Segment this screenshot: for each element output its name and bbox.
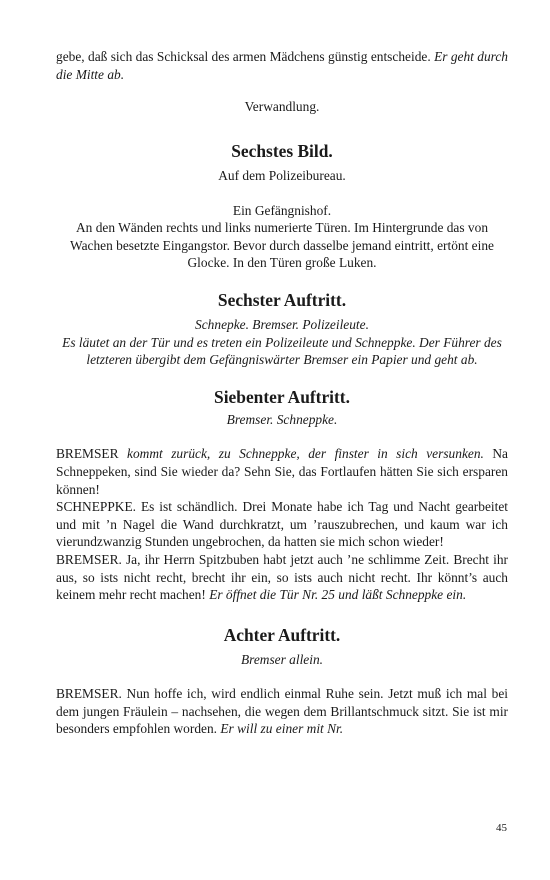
dialogue-text: Na Schneppeken, sind Sie wieder da? Sehn Sie, das Fortlaufen hätten Sie sich ersparen können! (56, 446, 508, 497)
dialogue-line (56, 551, 508, 604)
dialogue-text: Ja, ihr Herrn Spitzbuben habt jetzt auch ’ne schlimme Zeit. Brecht ihr aus, so ists nicht recht, brecht ihr ein, so ists auch nicht recht. Ihr könnt’s auch keinem mehr recht machen! (56, 551, 508, 603)
setting-title: Ein Gefängnishof. (232, 202, 332, 218)
stage-direction: kommt zurück, zu Schneppke, der finster in sich versunken. (127, 446, 484, 462)
act6-stage-direction: Es läutet an der Tür und es treten ein Polizeileute und Schneppke. Der Führer des letzteren übergibt dem Gefängniswärter Bremser ein Papier und geht ab. (62, 334, 502, 368)
setting-description: An den Wänden rechts und links numerierte Türen. Im Hintergrunde das von Wachen besetzte Eingangstor. Bevor durch dasselbe jemand eintritt, ertönt eine Glocke. In den Türen große Luken. (70, 220, 494, 271)
act6-characters: Schnepke. Bremser. Polizeileute. (195, 316, 369, 332)
scene-title: Sechstes Bild. (231, 141, 333, 161)
act8-characters: Bremser allein. (240, 651, 324, 667)
page-number: 45 (496, 822, 507, 834)
speaker-name: BREMSER. (56, 551, 122, 567)
speaker-name: BREMSER (56, 446, 119, 462)
stage-direction: Er will zu einer mit Nr. (220, 721, 344, 737)
act7-title: Siebenter Auftritt. (214, 386, 350, 407)
intro-paragraph (56, 48, 508, 84)
transition-line: Verwandlung. (244, 99, 320, 114)
dialogue-line (56, 498, 508, 551)
dialogue-text: Nun hoffe ich, wird endlich einmal Ruhe sein. Jetzt muß ich mal bei dem jungen Fräulein – nachsehen, die wegen dem Brillantschmuck sitzt. Sie ist mir besonders empfohlen worden. (56, 686, 508, 737)
speaker-name: SCHNEPPKE. (56, 499, 136, 515)
page-content (56, 48, 508, 738)
intro-stage-direction: Er geht durch die Mitte ab. (56, 49, 508, 82)
intro-text: gebe, daß sich das Schicksal des armen Mädchens günstig entscheide. (56, 49, 435, 64)
stage-direction: Er öffnet die Tür Nr. 25 und läßt Schneppke ein. (209, 587, 467, 603)
act8-title: Achter Auftritt. (223, 624, 341, 645)
act7-characters: Bremser. Schneppke. (226, 411, 338, 427)
scene-location: Auf dem Polizeibureau. (218, 168, 346, 183)
speaker-name: BREMSER. (56, 686, 122, 702)
dialogue-line (56, 445, 508, 498)
act6-title: Sechster Auftritt. (217, 289, 347, 310)
dialogue-line (56, 685, 508, 738)
dialogue-text: Es ist schändlich. Drei Monate habe ich Tag und Nacht gearbeitet und mit ’n Nagel die Wand durchkratzt, um ’rauszubrechen, und kaum war ich vierundzwanzig Stunden ungebrochen, da hatten sie mich schon wieder! (56, 499, 508, 550)
